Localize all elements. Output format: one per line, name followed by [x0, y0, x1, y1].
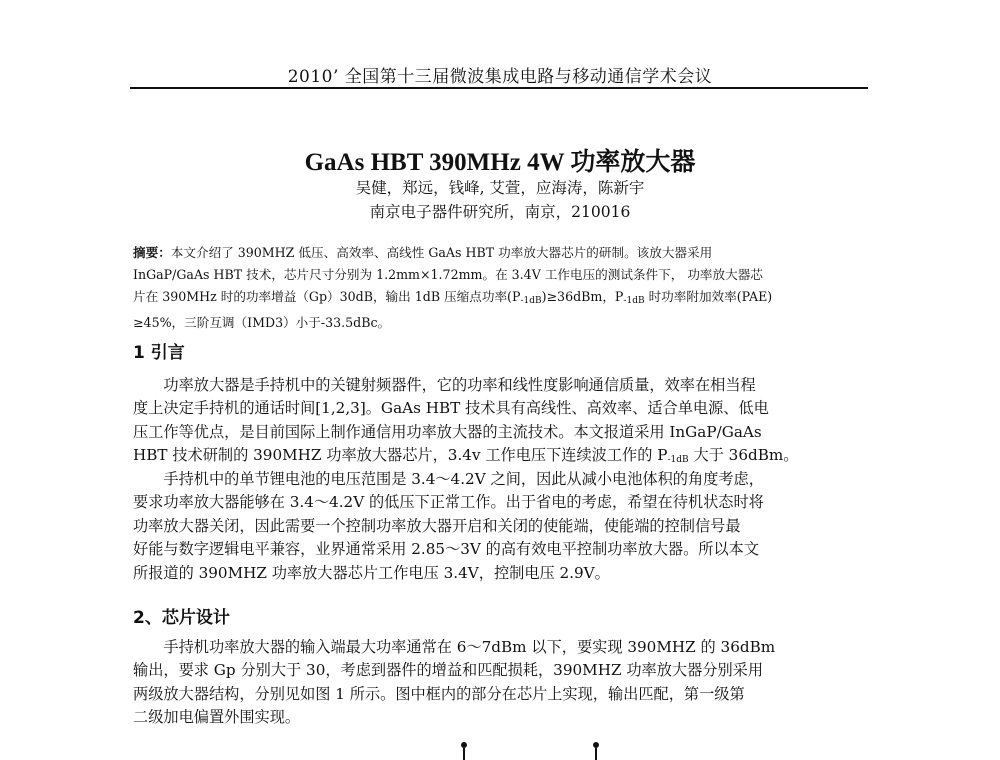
figure-terminal-pin-icon	[461, 742, 467, 760]
abstract-label: 摘要：	[133, 245, 171, 260]
section-heading-chip-design: 2、芯片设计	[133, 608, 230, 628]
abstract	[133, 242, 871, 334]
paper-authors: 吴健，郑远，钱峰, 艾萱，应海涛，陈新宇	[355, 179, 645, 197]
design-paragraph-1: 手持机功率放大器的输入端最大功率通常在 6～7dBm 以下，要实现 390MHZ 的 36dBm 输出，要求 Gp 分别大于 30，考虑到器件的增益和匹配损耗，390MHZ 功率放大器分别采用 两级放大器结构，分别见如图 1 所示。图中框内的部分在芯片上实现，输出匹配，第一级第 二级加电偏置外围实现。	[133, 638, 776, 727]
intro-paragraph-1: 功率放大器是手持机中的关键射频器件，它的功率和线性度影响通信质量，效率在相当程 度上决定手持机的通话时间[1,2,3]。GaAs HBT 技术具有高线性、高效率、适合单电源、低电 压工作等优点，是目前国际上制作通信用功率放大器的主流技术。本文报道采用 InGaP/GaAs HBT 技术研制的 390MHZ 功率放大器芯片，3.4v 工作电压下连续波工作的 $P_{-1dB}$ 大于 36dBm。	[133, 376, 799, 466]
intro-paragraph-2: 手持机中的单节锂电池的电压范围是 3.4～4.2V 之间，因此从减小电池体积的角度考虑， 要求功率放大器能够在 3.4～4.2V 的低压下正常工作。出于省电的考虑，希望在待机状态时将 功率放大器关闭，因此需要一个控制功率放大器开启和关闭的使能端，使能端的控制信号最 好能与数字逻辑电平兼容，业界通常采用 2.85～3V 的高有效电平控制功率放大器。所以本文 所报道的 390MHZ 功率放大器芯片工作电压 3.4V，控制电压 2.9V。	[133, 470, 764, 582]
section-heading-introduction: 1 引言	[133, 343, 185, 363]
paper-affiliation: 南京电子器件研究所，南京，210016	[369, 203, 631, 221]
abstract-line-3: 片在 390MHz 时的功率增益（Gp）30dB，输出 1dB 压缩点功率$(P_{-1dB})\ge 36dBm$，$P_{-1dB}$ 时功率附加效率(PAE)	[133, 289, 773, 306]
header-rule	[130, 87, 868, 89]
conference-header: 2010’ 全国第十三届微波集成电路与移动通信学术会议	[287, 67, 713, 87]
figure-terminal-pin-icon	[593, 742, 599, 760]
abstract-line-2: InGaP/GaAs HBT 技术，芯片尺寸分别为 1.2mm×1.72mm。在 3.4V 工作电压的测试条件下， 功率放大器芯	[133, 267, 763, 282]
abstract-line-4: ≥45%，三阶互调（IMD3）小于-33.5dBc。	[133, 315, 391, 330]
paper-title: GaAs HBT 390MHz 4W 功率放大器	[304, 149, 696, 176]
abstract-line-1: 摘要：本文介绍了 390MHZ 低压、高效率、高线性 GaAs HBT 功率放大器芯片的研制。该放大器采用	[133, 245, 713, 260]
